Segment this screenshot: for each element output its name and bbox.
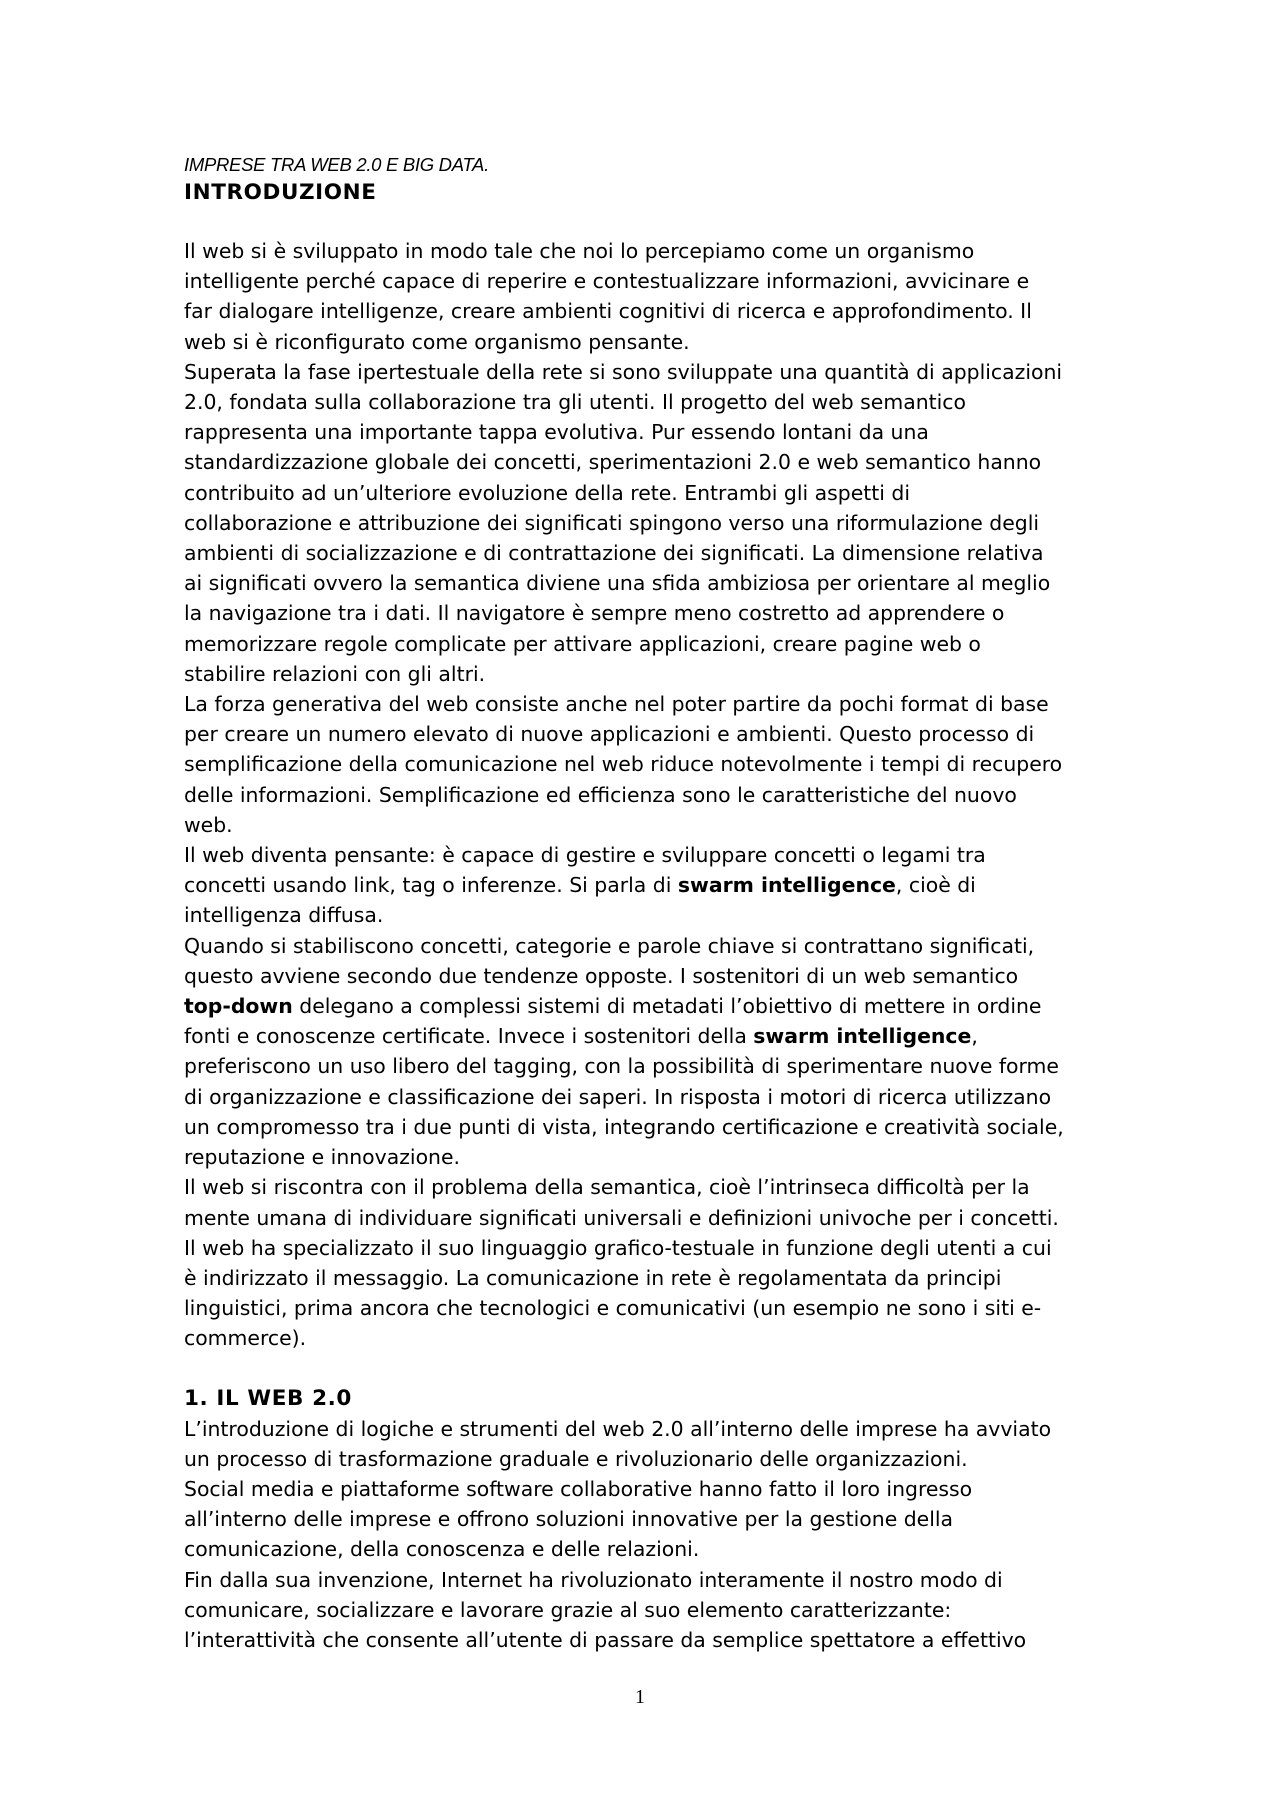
- text-line: linguistici, prima ancora che tecnologici e comunicativi (un esempio ne sono i siti e-: [184, 1296, 1042, 1321]
- text-line: Il web diventa pensante: è capace di gestire e sviluppare concetti o legami tra: [184, 843, 986, 868]
- text-line: [184, 1021, 1164, 1051]
- paragraph: [184, 931, 1164, 1173]
- text-line: web si è riconfigurato come organismo pensante.: [184, 329, 690, 354]
- text-line: delle informazioni. Semplificazione ed efficienza sono le caratteristiche del nuovo: [184, 782, 1017, 807]
- text-line: un compromesso tra i due punti di vista, integrando certificazione e creatività sociale,: [184, 1114, 1064, 1139]
- text-line: 2.0, fondata sulla collaborazione tra gli utenti. Il progetto del web semantico: [184, 390, 966, 415]
- text-line: questo avviene secondo due tendenze opposte. I sostenitori di un web semantico: [184, 963, 1019, 988]
- text-line: un processo di trasformazione graduale e rivoluzionario delle organizzazioni.: [184, 1446, 968, 1471]
- text-line: semplificazione della comunicazione nel web riduce notevolmente i tempi di recupero: [184, 752, 1063, 777]
- document-body: [184, 152, 1164, 1655]
- text-line: Fin dalla sua invenzione, Internet ha rivoluzionato interamente il nostro modo di: [184, 1567, 1003, 1592]
- text-line: all’interno delle imprese e offrono soluzioni innovative per la gestione della: [184, 1507, 954, 1532]
- text-line: rappresenta una importante tappa evolutiva. Pur essendo lontani da una: [184, 420, 929, 445]
- text-line: collaborazione e attribuzione dei significati spingono verso una riformulazione degli: [184, 510, 1040, 535]
- paragraph: [184, 1474, 1164, 1565]
- text-line: standardizzazione globale dei concetti, sperimentazioni 2.0 e web semantico hanno: [184, 450, 1042, 475]
- text-line: intelligente perché capace di reperire e contestualizzare informazioni, avvicinare e: [184, 269, 1030, 294]
- text-line: L’introduzione di logiche e strumenti del web 2.0 all’interno delle imprese ha avviato: [184, 1416, 1052, 1441]
- paragraph: [184, 1414, 1164, 1474]
- bold-term: top-down: [184, 994, 293, 1019]
- text-fragment: ,: [971, 1024, 978, 1049]
- text-line: [184, 870, 1164, 900]
- text-line: l’interattività che consente all’utente di passare da semplice spettatore a effettivo: [184, 1627, 1027, 1652]
- text-fragment: concetti usando link, tag o inferenze. Si parla di: [184, 873, 678, 898]
- text-line: memorizzare regole complicate per attivare applicazioni, creare pagine web o: [184, 631, 981, 656]
- text-fragment: , cioè di: [895, 873, 976, 898]
- text-line: Il web si è sviluppato in modo tale che noi lo percepiamo come un organismo: [184, 239, 975, 263]
- text-line: ai significati ovvero la semantica diviene una sfida ambiziosa per orientare al meglio: [184, 571, 1051, 596]
- text-fragment: fonti e conoscenze certificate. Invece i sostenitori della: [184, 1024, 754, 1049]
- text-line: [184, 991, 1164, 1021]
- document-title: IMPRESE TRA WEB 2.0 E BIG DATA.: [184, 154, 489, 175]
- text-line: La forza generativa del web consiste anche nel poter partire da pochi format di base: [184, 692, 1049, 717]
- text-fragment: delegano a complessi sistemi di metadati l’obiettivo di mettere in ordine: [292, 994, 1042, 1019]
- text-line: ambienti di socializzazione e di contrattazione dei significati. La dimensione relativa: [184, 541, 1044, 566]
- intro-heading: INTRODUZIONE: [184, 180, 377, 205]
- paragraph: [184, 236, 1164, 357]
- text-line: far dialogare intelligenze, creare ambienti cognitivi di ricerca e approfondimento. Il: [184, 299, 1032, 324]
- text-line: mente umana di individuare significati universali e definizioni univoche per i concetti.: [184, 1205, 1059, 1230]
- text-line: comunicazione, della conoscenza e delle relazioni.: [184, 1537, 700, 1562]
- bold-term: swarm intelligence: [753, 1024, 972, 1049]
- text-line: stabilire relazioni con gli altri.: [184, 661, 486, 686]
- text-line: preferiscono un uso libero del tagging, con la possibilità di sperimentare nuove forme: [184, 1054, 1059, 1079]
- text-line: la navigazione tra i dati. Il navigatore è sempre meno costretto ad apprendere o: [184, 601, 1005, 626]
- text-line: intelligenza diffusa.: [184, 903, 384, 928]
- text-line: commerce).: [184, 1326, 307, 1351]
- paragraph: [184, 689, 1164, 840]
- text-line: Quando si stabiliscono concetti, categorie e parole chiave si contrattano significati,: [184, 933, 1035, 958]
- text-line: Superata la fase ipertestuale della rete si sono sviluppate una quantità di applicazioni: [184, 359, 1063, 384]
- text-line: Il web si riscontra con il problema della semantica, cioè l’intrinseca difficoltà per la: [184, 1175, 1030, 1200]
- text-line: per creare un numero elevato di nuove applicazioni e ambienti. Questo processo di: [184, 722, 1035, 747]
- text-line: Social media e piattaforme software collaborative hanno fatto il loro ingresso: [184, 1476, 973, 1501]
- text-line: reputazione e innovazione.: [184, 1145, 461, 1170]
- text-line: comunicare, socializzare e lavorare grazie al suo elemento caratterizzante:: [184, 1597, 952, 1622]
- paragraph: [184, 1172, 1164, 1353]
- text-line: contribuito ad un’ulteriore evoluzione della rete. Entrambi gli aspetti di: [184, 480, 910, 505]
- text-line: web.: [184, 812, 233, 837]
- spacer: [184, 208, 1164, 236]
- paragraph: [184, 357, 1164, 689]
- paragraph: [184, 1565, 1164, 1656]
- paragraph: [184, 840, 1164, 931]
- text-line: Il web ha specializzato il suo linguaggio grafico-testuale in funzione degli utenti a cui: [184, 1235, 1052, 1260]
- section-heading: 1. IL WEB 2.0: [184, 1385, 352, 1411]
- spacer: [184, 1354, 1164, 1384]
- text-line: è indirizzato il messaggio. La comunicazione in rete è regolamentata da principi: [184, 1265, 1002, 1290]
- text-line: di organizzazione e classificazione dei saperi. In risposta i motori di ricerca utilizzano: [184, 1084, 1052, 1109]
- page-number: 1: [635, 1686, 645, 1708]
- bold-term: swarm intelligence: [677, 873, 896, 898]
